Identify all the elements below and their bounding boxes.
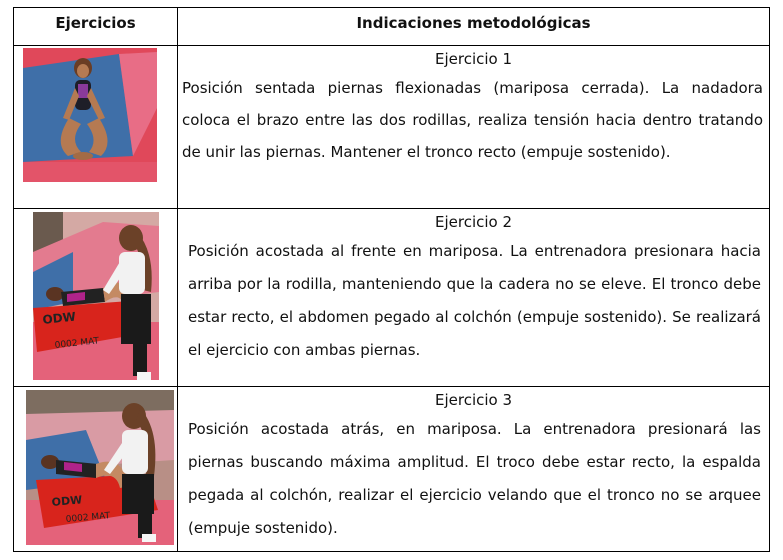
coach-assisting-prone-butterfly-photo [33,212,159,380]
exercise-table [13,7,770,552]
table-row [14,387,770,552]
exercise-description: Posición sentada piernas flexionadas (mariposa cerrada). La nadadora coloca el brazo entre las dos rodillas, realiza tensión hacia dentro tratando de unir las piernas. Mantener el tronco recto (empuje sostenido). [182,79,763,161]
photo-cell [14,46,178,209]
header-row [14,8,770,46]
instruction-cell [178,46,770,209]
svg-text:ODW: ODW [51,493,83,509]
exercise-description: Posición acostada al frente en mariposa. La entrenadora presionara hacia arriba por la rodilla, manteniendo que la cadera no se eleve. El tronco debe estar recto, el abdomen pegado al colchón (empuje sostenido). Se realizará el ejercicio con ambas piernas. [188,242,761,359]
girl-seated-butterfly-photo [23,48,157,182]
exercise-description: Posición acostada atrás, en mariposa. La entrenadora presionará las piernas buscando máxima amplitud. El troco debe estar recto, la espalda pegada al colchón, realizar el ejercicio velando que el tronco no se arquee (empuje sostenido). [188,420,761,537]
svg-text:0002 MAT: 0002 MAT [65,511,111,525]
instruction-cell [178,209,770,387]
header-indicaciones: Indicaciones metodológicas [178,8,770,46]
svg-text:ODW: ODW [41,309,77,327]
coach-assisting-supine-butterfly-photo [26,390,174,545]
table-row [14,46,770,209]
photo-cell [14,387,178,552]
exercise-title: Ejercicio 1 [434,50,513,68]
instruction-cell [178,387,770,552]
svg-text:0002 MAT: 0002 MAT [54,336,100,351]
exercise-title: Ejercicio 2 [434,213,513,231]
exercise-title: Ejercicio 3 [434,391,513,409]
header-ejercicios: Ejercicios [14,8,178,46]
table-row [14,209,770,387]
photo-cell [14,209,178,387]
